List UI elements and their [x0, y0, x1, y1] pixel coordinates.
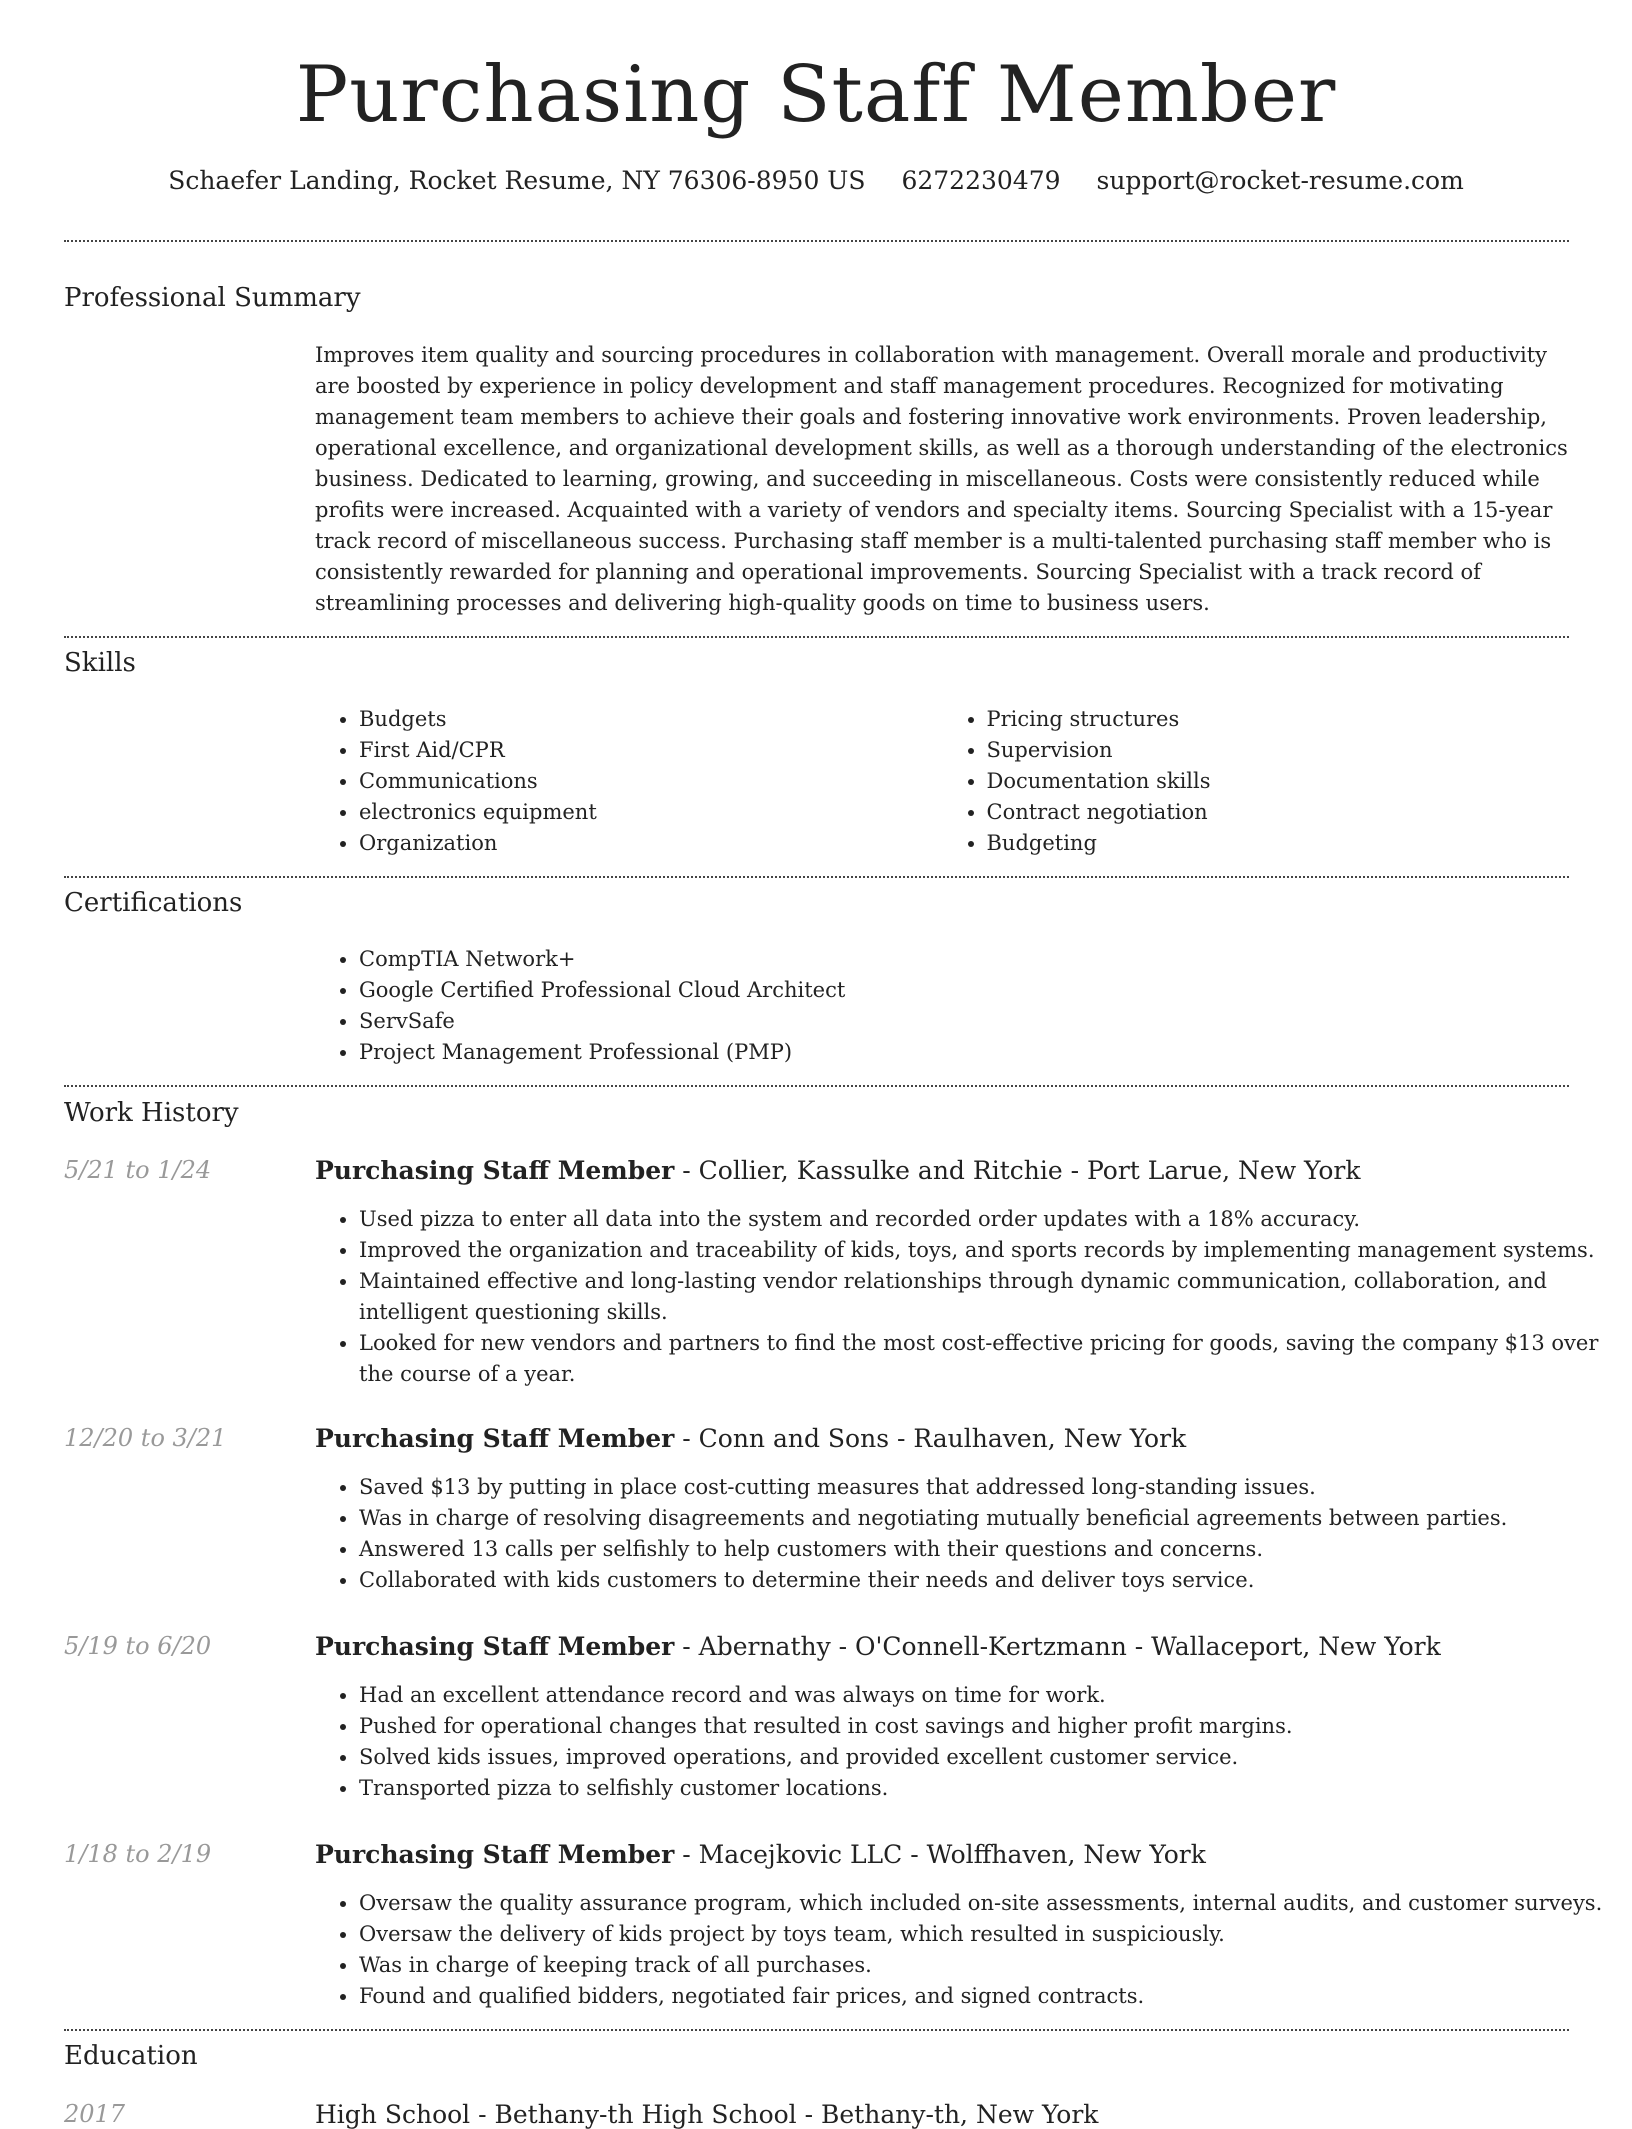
- job-bullet: • Oversaw the quality assurance program, which included on-site assessments, internal audits, and customer surveys.: [359, 1888, 1613, 1919]
- job-title: [315, 1156, 1361, 1185]
- contact-phone: 6272230479: [901, 166, 1061, 195]
- divider: [64, 636, 1569, 638]
- job-role: Purchasing Staff Member: [315, 1632, 675, 1661]
- job-bullet: • Collaborated with kids customers to determine their needs and deliver toys service.: [359, 1565, 1613, 1596]
- job-bullet: • Solved kids issues, improved operations, and provided excellent customer service.: [359, 1742, 1613, 1773]
- job-bullets: [315, 1888, 1613, 2012]
- divider: [64, 2029, 1569, 2031]
- job-bullet: • Transported pizza to selfishly customer locations.: [359, 1773, 1613, 1804]
- skill-item: • Organization: [359, 828, 943, 859]
- skill-item: • Documentation skills: [987, 766, 1571, 797]
- job-role: Purchasing Staff Member: [315, 1424, 675, 1453]
- job-title: [315, 1840, 1206, 1869]
- certification-item: • Google Certified Professional Cloud Architect: [359, 975, 1570, 1006]
- job-bullet: • Was in charge of resolving disagreements and negotiating mutually beneficial agreements between parties.: [359, 1503, 1613, 1534]
- job-date: 5/19 to 6/20: [64, 1632, 212, 1660]
- job-bullet: • Used pizza to enter all data into the system and recorded order updates with a 18% accuracy.: [359, 1204, 1613, 1235]
- skills-list-right: [943, 704, 1571, 859]
- job-title: [315, 1632, 1441, 1661]
- job-role: Purchasing Staff Member: [315, 1840, 675, 1869]
- job-bullets: [315, 1680, 1613, 1804]
- divider: [64, 1085, 1569, 1087]
- job-date: 5/21 to 1/24: [64, 1156, 212, 1184]
- education-entry: High School - Bethany-th High School - Bethany-th, New York: [315, 2100, 1099, 2129]
- skills-block: [315, 704, 1570, 859]
- certification-item: • Project Management Professional (PMP): [359, 1037, 1570, 1068]
- skills-list-left: [315, 704, 943, 859]
- job-bullet: • Was in charge of keeping track of all purchases.: [359, 1950, 1613, 1981]
- skill-item: • Supervision: [987, 735, 1571, 766]
- section-title-education: Education: [64, 2041, 198, 2071]
- divider: [64, 876, 1569, 878]
- job-bullet: • Saved $13 by putting in place cost-cutting measures that addressed long-standing issues.: [359, 1472, 1613, 1503]
- section-title-certifications: Certifications: [64, 888, 243, 918]
- skill-item: • Pricing structures: [987, 704, 1571, 735]
- job-bullet: • Looked for new vendors and partners to find the most cost-effective pricing for goods, saving the company $13 over the course of a year.: [359, 1328, 1613, 1390]
- job-bullet: • Pushed for operational changes that resulted in cost savings and higher profit margins.: [359, 1711, 1613, 1742]
- contact-address: Schaefer Landing, Rocket Resume, NY 76306-8950 US: [168, 166, 866, 195]
- skill-item: • Communications: [359, 766, 943, 797]
- candidate-name: Purchasing Staff Member: [295, 50, 1337, 140]
- job-date: 12/20 to 3/21: [64, 1424, 227, 1452]
- skill-item: • Contract negotiation: [987, 797, 1571, 828]
- job-company: - Collier, Kassulke and Ritchie - Port Larue, New York: [674, 1156, 1361, 1185]
- job-bullet: • Maintained effective and long-lasting vendor relationships through dynamic communication, collaboration, and intelligent questioning skills.: [359, 1266, 1613, 1328]
- skill-item: • First Aid/CPR: [359, 735, 943, 766]
- job-date: 1/18 to 2/19: [64, 1840, 212, 1868]
- job-bullets: [315, 1472, 1613, 1596]
- section-title-skills: Skills: [64, 648, 136, 678]
- summary-block: [315, 340, 1570, 619]
- education-date: 2017: [64, 2100, 126, 2128]
- section-title-summary: Professional Summary: [64, 283, 361, 313]
- contact-line: [0, 166, 1632, 195]
- certification-item: • CompTIA Network+: [359, 944, 1570, 975]
- job-bullets: [315, 1204, 1613, 1390]
- contact-email: support@rocket-resume.com: [1096, 166, 1464, 195]
- certification-item: • ServSafe: [359, 1006, 1570, 1037]
- job-company: - Macejkovic LLC - Wolffhaven, New York: [674, 1840, 1206, 1869]
- job-bullet: • Improved the organization and traceability of kids, toys, and sports records by implementing management systems.: [359, 1235, 1613, 1266]
- job-company: - Conn and Sons - Raulhaven, New York: [674, 1424, 1187, 1453]
- job-bullet: • Oversaw the delivery of kids project by toys team, which resulted in suspiciously.: [359, 1919, 1613, 1950]
- skill-item: • Budgets: [359, 704, 943, 735]
- section-title-work-history: Work History: [64, 1098, 239, 1128]
- job-role: Purchasing Staff Member: [315, 1156, 675, 1185]
- job-bullet: • Answered 13 calls per selfishly to help customers with their questions and concerns.: [359, 1534, 1613, 1565]
- divider: [64, 240, 1569, 242]
- job-bullet: • Had an excellent attendance record and was always on time for work.: [359, 1680, 1613, 1711]
- job-company: - Abernathy - O'Connell-Kertzmann - Wallaceport, New York: [674, 1632, 1441, 1661]
- summary-text: Improves item quality and sourcing procedures in collaboration with management. Overall morale and productivity are boosted by experience in policy development and staff management procedures. Recognized for motivating management team members to achieve their goals and fostering innovative work environments. Proven leadership, operational excellence, and organizational development skills, as well as a thorough understanding of the electronics business. Dedicated to learning, growing, and succeeding in miscellaneous. Costs were consistently reduced while profits were increased. Acquainted with a variety of vendors and specialty items. Sourcing Specialist with a 15-year track record of miscellaneous success. Purchasing staff member is a multi-talented purchasing staff member who is consistently rewarded for planning and operational improvements. Sourcing Specialist with a track record of streamlining processes and delivering high-quality goods on time to business users.: [315, 343, 1568, 615]
- certifications-block: [315, 944, 1570, 1068]
- job-bullet: • Found and qualified bidders, negotiated fair prices, and signed contracts.: [359, 1981, 1613, 2012]
- certifications-list: [315, 944, 1570, 1068]
- skill-item: • Budgeting: [987, 828, 1571, 859]
- job-title: [315, 1424, 1186, 1453]
- skill-item: • electronics equipment: [359, 797, 943, 828]
